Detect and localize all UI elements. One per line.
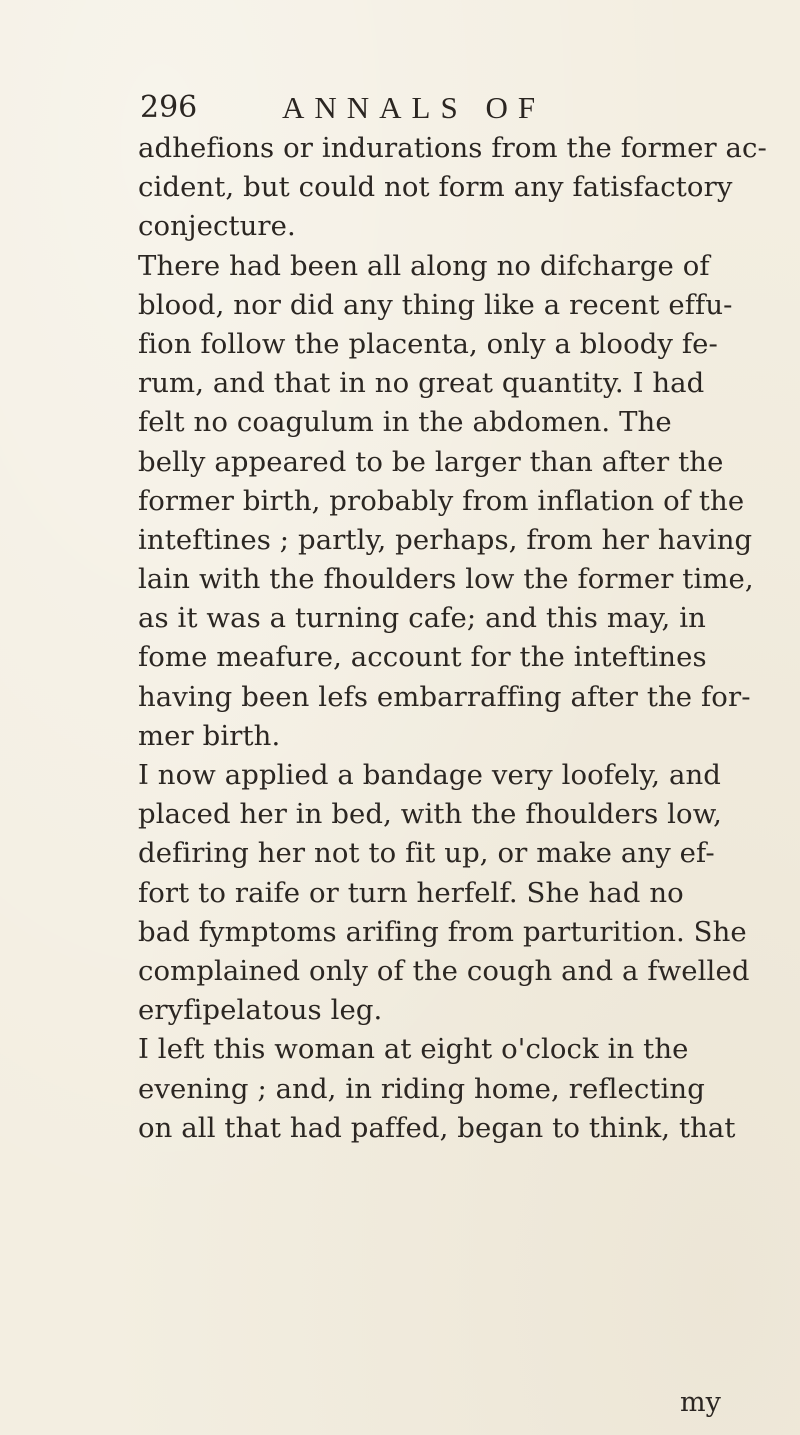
text-line: as it was a turning cafe; and this may, in bbox=[138, 602, 706, 635]
page-number: 296 bbox=[140, 90, 198, 125]
text-line: on all that had paffed, began to think, that bbox=[138, 1111, 736, 1144]
text-line: complained only of the cough and a fwelled bbox=[138, 954, 750, 987]
page-header bbox=[140, 88, 740, 128]
text-line: mer birth. bbox=[138, 719, 281, 752]
running-head: ANNALS OF bbox=[282, 90, 546, 125]
text-line: evening ; and, in riding home, reflecting bbox=[138, 1072, 705, 1105]
text-line: There had been all along no difcharge of bbox=[138, 249, 710, 282]
text-line: having been lefs embarraffing after the for- bbox=[138, 680, 751, 713]
text-line: inteftines ; partly, perhaps, from her having bbox=[138, 523, 753, 556]
text-line: fome meafure, account for the inteftines bbox=[138, 641, 707, 674]
text-line: felt no coagulum in the abdomen. The bbox=[138, 406, 672, 439]
text-line: conjecture. bbox=[138, 210, 296, 243]
text-line: belly appeared to be larger than after the bbox=[138, 445, 724, 478]
text-line: eryfipelatous leg. bbox=[138, 994, 383, 1027]
text-line: fion follow the placenta, only a bloody fe- bbox=[138, 327, 718, 360]
text-line: blood, nor did any thing like a recent effu- bbox=[138, 288, 733, 321]
text-line: defiring her not to fit up, or make any ef- bbox=[138, 837, 715, 870]
text-line: I left this woman at eight o'clock in the bbox=[138, 1033, 689, 1066]
text-line: rum, and that in no great quantity. I had bbox=[138, 367, 705, 400]
body-text bbox=[138, 129, 767, 1148]
text-line: former birth, probably from inflation of the bbox=[138, 484, 745, 517]
text-line: lain with the fhoulders low the former time, bbox=[138, 563, 754, 596]
text-line: cident, but could not form any fatisfactory bbox=[138, 171, 733, 204]
text-line: bad fymptoms arifing from parturition. She bbox=[138, 915, 747, 948]
text-line: placed her in bed, with the fhoulders low, bbox=[138, 798, 722, 831]
text-line: I now applied a bandage very loofely, and bbox=[138, 759, 721, 791]
catchword: my bbox=[680, 1387, 721, 1418]
text-line: adhefions or indurations from the former ac- bbox=[138, 132, 767, 164]
text-line: fort to raife or turn herfelf. She had no bbox=[138, 876, 684, 909]
